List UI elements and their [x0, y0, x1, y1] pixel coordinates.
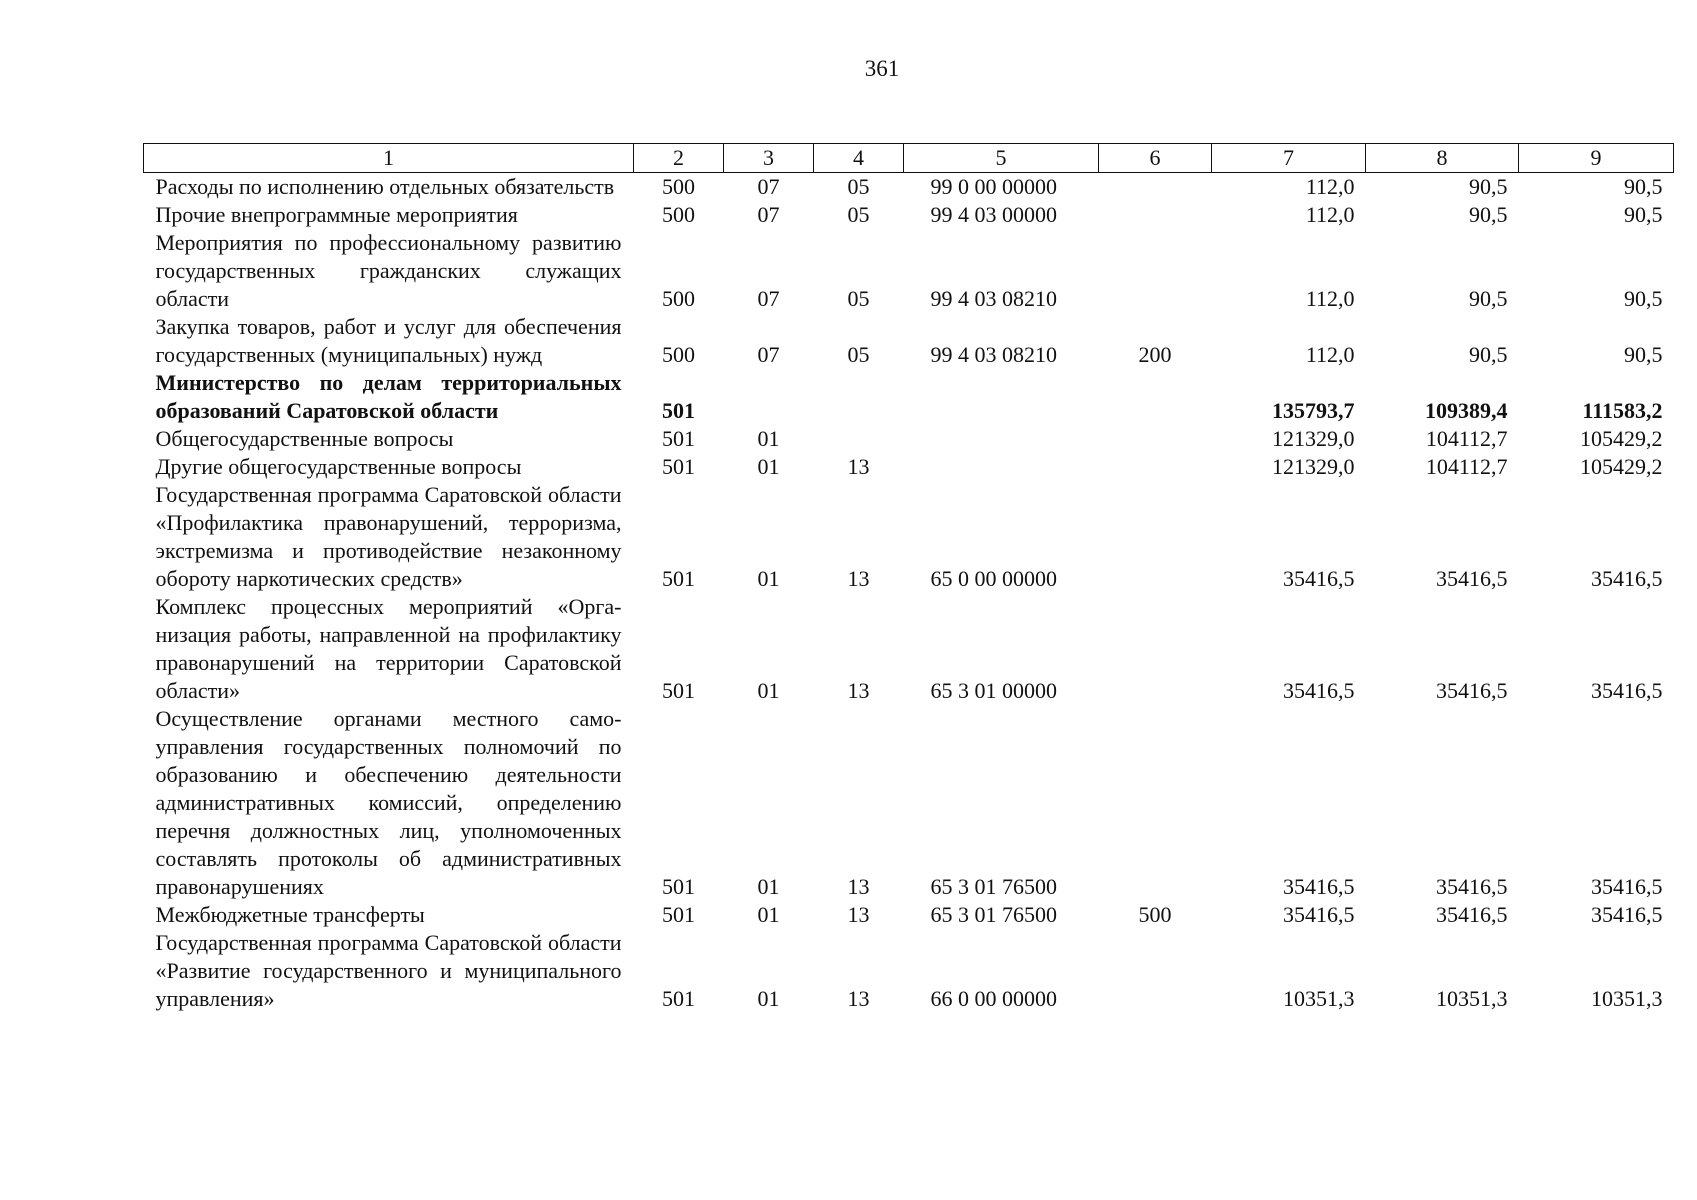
row-admin-code: 501: [662, 426, 695, 451]
row-amount-col8: 35416,5: [1436, 678, 1508, 703]
row-amount-col9: 111583,2: [1582, 398, 1663, 423]
row-target-article: [904, 425, 1099, 453]
table-row: [144, 313, 1674, 369]
row-expense-type: 500: [1138, 902, 1172, 927]
row-amount-col9: 105429,2: [1580, 426, 1663, 451]
row-amount-col8: 104112,7: [1425, 426, 1508, 451]
row-admin-code: 501: [662, 454, 695, 479]
header-col-8: 8: [1366, 144, 1519, 173]
row-amount-col7: 35416,5: [1283, 874, 1355, 899]
row-amount-col7: 112,0: [1305, 174, 1355, 199]
header-col-7: 7: [1212, 144, 1366, 173]
row-amount-col9: 35416,5: [1591, 874, 1663, 899]
row-amount-col7: 121329,0: [1272, 426, 1355, 451]
table-row: [144, 453, 1674, 481]
row-admin-code: 501: [662, 874, 695, 899]
row-amount-col8: 10351,3: [1436, 986, 1508, 1011]
row-amount-col9: 35416,5: [1591, 678, 1663, 703]
row-name: Министерство по делам территориальных образований Саратовской области: [155, 370, 622, 423]
row-amount-col7: 112,0: [1305, 342, 1355, 367]
row-subsection: 13: [847, 902, 870, 927]
row-amount-col7: 121329,0: [1272, 454, 1355, 479]
row-target-article: 65 0 00 00000: [930, 566, 1057, 591]
row-amount-col8: 35416,5: [1436, 902, 1508, 927]
row-subsection: [814, 425, 904, 453]
table-header: [144, 144, 1674, 173]
budget-table: [143, 143, 1674, 1013]
row-name: Межбюджетные трансферты: [155, 902, 425, 927]
row-section: 01: [757, 902, 780, 927]
row-target-article: 99 4 03 08210: [930, 342, 1057, 367]
row-amount-col7: 112,0: [1305, 286, 1355, 311]
row-target-article: [904, 369, 1099, 425]
row-expense-type: [1099, 481, 1212, 593]
row-section: 07: [757, 286, 780, 311]
row-amount-col8: 35416,5: [1436, 566, 1508, 591]
row-target-article: 65 3 01 00000: [930, 678, 1057, 703]
row-subsection: 13: [847, 454, 870, 479]
row-name: Государственная программа Саратовской области «Профилактика правонарушений, терроризма, экстремизма и противодействие незаконному обороту наркотических средств»: [155, 482, 622, 591]
row-amount-col7: 135793,7: [1272, 398, 1355, 423]
row-name: Другие общегосударственные вопросы: [155, 454, 522, 479]
table-body: [144, 173, 1674, 1014]
header-col-5: 5: [904, 144, 1099, 173]
row-amount-col9: 35416,5: [1591, 566, 1663, 591]
row-target-article: 99 4 03 00000: [930, 202, 1057, 227]
row-section: 01: [757, 986, 780, 1011]
row-amount-col8: 35416,5: [1436, 874, 1508, 899]
row-section: 01: [757, 566, 780, 591]
row-amount-col7: 10351,3: [1283, 986, 1355, 1011]
row-amount-col7: 35416,5: [1283, 902, 1355, 927]
row-amount-col9: 10351,3: [1591, 986, 1663, 1011]
row-admin-code: 500: [662, 342, 695, 367]
row-amount-col7: 35416,5: [1283, 678, 1355, 703]
row-name: Закупка товаров, работ и услуг для обеспечения государственных (муниципальных) нужд: [155, 314, 622, 367]
row-subsection: 05: [847, 202, 870, 227]
row-section: 01: [757, 678, 780, 703]
row-target-article: 65 3 01 76500: [930, 874, 1057, 899]
row-target-article: 99 4 03 08210: [930, 286, 1057, 311]
row-section: 01: [757, 426, 780, 451]
row-section: 07: [757, 342, 780, 367]
table-row: [144, 593, 1674, 705]
row-expense-type: [1099, 201, 1212, 229]
row-admin-code: 501: [662, 566, 695, 591]
row-section: 01: [757, 454, 780, 479]
row-expense-type: [1099, 229, 1212, 313]
row-expense-type: [1099, 453, 1212, 481]
table-row: [144, 929, 1674, 1013]
header-col-1: 1: [144, 144, 634, 173]
row-amount-col9: 90,5: [1624, 342, 1663, 367]
row-admin-code: 500: [662, 174, 695, 199]
header-col-2: 2: [634, 144, 724, 173]
table-row: [144, 369, 1674, 425]
row-section: 07: [757, 174, 780, 199]
row-admin-code: 500: [662, 286, 695, 311]
header-col-3: 3: [724, 144, 814, 173]
table-row: [144, 229, 1674, 313]
row-expense-type: [1099, 593, 1212, 705]
row-target-article: 99 0 00 00000: [930, 174, 1057, 199]
row-amount-col8: 90,5: [1469, 342, 1508, 367]
row-expense-type: [1099, 425, 1212, 453]
row-amount-col7: 35416,5: [1283, 566, 1355, 591]
row-amount-col8: 90,5: [1469, 174, 1508, 199]
row-admin-code: 500: [662, 202, 695, 227]
row-subsection: 13: [847, 874, 870, 899]
row-subsection: 13: [847, 678, 870, 703]
table-row: [144, 173, 1674, 202]
row-amount-col7: 112,0: [1305, 202, 1355, 227]
row-amount-col9: 105429,2: [1580, 454, 1663, 479]
row-amount-col9: 90,5: [1624, 202, 1663, 227]
row-amount-col8: 109389,4: [1425, 398, 1508, 423]
row-section: 07: [757, 202, 780, 227]
row-admin-code: 501: [662, 398, 695, 423]
row-amount-col9: 90,5: [1624, 286, 1663, 311]
row-subsection: 05: [847, 174, 870, 199]
row-name: Государственная программа Саратовской области «Развитие государственного и муниципального управления»: [155, 930, 622, 1011]
table-row: [144, 705, 1674, 901]
row-target-article: 66 0 00 00000: [930, 986, 1057, 1011]
row-name: Комплекс процессных мероприятий «Организация работы, направленной на профилактику правонарушений на территории Саратовской области»: [155, 594, 622, 703]
row-amount-col8: 90,5: [1469, 286, 1508, 311]
row-name: Прочие внепрограммные мероприятия: [155, 202, 518, 227]
row-name: Мероприятия по профессиональному развитию государственных гражданских служащих области: [155, 230, 622, 311]
page-number: 361: [864, 56, 900, 81]
row-target-article: [904, 453, 1099, 481]
row-target-article: 65 3 01 76500: [930, 902, 1057, 927]
row-subsection: 13: [847, 566, 870, 591]
table-row: [144, 481, 1674, 593]
row-expense-type: 200: [1138, 342, 1172, 367]
header-row: [144, 144, 1674, 173]
table-row: [144, 901, 1674, 929]
row-name: Расходы по исполнению отдельных обязательств: [155, 174, 615, 199]
row-admin-code: 501: [662, 902, 695, 927]
row-admin-code: 501: [662, 986, 695, 1011]
row-subsection: 13: [847, 986, 870, 1011]
row-admin-code: 501: [662, 678, 695, 703]
row-expense-type: [1099, 929, 1212, 1013]
row-amount-col8: 104112,7: [1425, 454, 1508, 479]
header-col-4: 4: [814, 144, 904, 173]
row-section: 01: [757, 874, 780, 899]
header-col-9: 9: [1519, 144, 1674, 173]
row-amount-col9: 90,5: [1624, 174, 1663, 199]
row-expense-type: [1099, 705, 1212, 901]
row-amount-col9: 35416,5: [1591, 902, 1663, 927]
row-name: Общегосударственные вопросы: [155, 426, 454, 451]
header-col-6: 6: [1099, 144, 1212, 173]
row-section: [724, 369, 814, 425]
row-expense-type: [1099, 369, 1212, 425]
row-amount-col8: 90,5: [1469, 202, 1508, 227]
row-subsection: 05: [847, 342, 870, 367]
row-name: Осуществление органами местного самоуправления государственных полномочий по образованию и обеспечению деятельности административных комиссий, определению перечня должностных лиц, уполномоченных составлять протоколы об административных правонарушениях: [155, 706, 622, 899]
row-subsection: [814, 369, 904, 425]
row-subsection: 05: [847, 286, 870, 311]
table-row: [144, 425, 1674, 453]
row-expense-type: [1099, 173, 1212, 202]
table-row: [144, 201, 1674, 229]
